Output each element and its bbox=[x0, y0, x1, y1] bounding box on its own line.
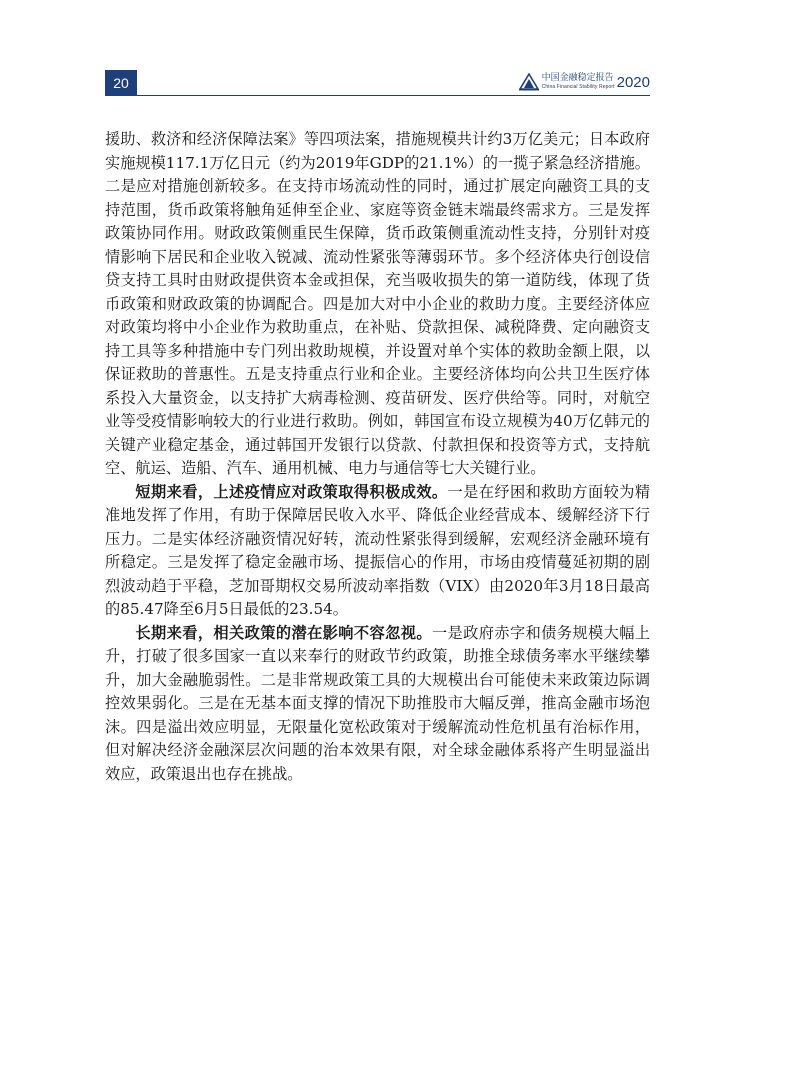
paragraph-3-lead: 长期来看，相关政策的潜在影响不容忽视。 bbox=[135, 623, 432, 642]
paragraph-2 bbox=[105, 481, 650, 622]
report-year: 2020 bbox=[616, 73, 650, 91]
report-brand bbox=[519, 71, 650, 93]
pbc-logo-icon bbox=[519, 73, 539, 91]
brand-text bbox=[542, 74, 615, 90]
body-text bbox=[105, 128, 650, 786]
page-header bbox=[105, 70, 650, 96]
paragraph-3-text: 一是政府赤字和债务规模大幅上升，打破了很多国家一直以来奉行的财政节约政策，助推全球债务率水平继续攀升，加大金融脆弱性。二是非常规政策工具的大规模出台可能使未来政策边际调控效果弱化。三是在无基本面支撑的情况下助推股市大幅反弹，推高金融市场泡沫。四是溢出效应明显，无限量化宽松政策对于缓解流动性危机虽有治标作用，但对解决经济金融深层次问题的治本效果有限，对全球金融体系将产生明显溢出效应，政策退出也存在挑战。 bbox=[105, 623, 651, 783]
paragraph-1-text: 援助、救济和经济保障法案》等四项法案，措施规模共计约3万亿美元；日本政府实施规模117.1万亿日元（约为2019年GDP的21.1%）的一揽子紧急经济措施。二是应对措施创新较多。在支持市场流动性的同时，通过扩展定向融资工具的支持范围，货币政策将触角延伸至企业、家庭等资金链末端最终需求方。三是发挥政策协同作用。财政政策侧重民生保障，货币政策侧重流动性支持，分别针对疫情影响下居民和企业收入锐减、流动性紧张等薄弱环节。多个经济体央行创设信贷支持工具时由财政提供资本金或担保，充当吸收损失的第一道防线，体现了货币政策和财政政策的协调配合。四是加大对中小企业的救助力度。主要经济体应对政策均将中小企业作为救助重点，在补贴、贷款担保、减税降费、定向融资支持工具等多种措施中专门列出救助规模，并设置对单个实体的救助金额上限，以保证救助的普惠性。五是支持重点行业和企业。主要经济体均向公共卫生医疗体系投入大量资金，以支持扩大病毒检测、疫苗研发、医疗供给等。同时，对航空业等受疫情影响较大的行业进行救助。例如，韩国宣布设立规模为40万亿韩元的关键产业稳定基金，通过韩国开发银行以贷款、付款担保和投资等方式，支持航空、航运、造船、汽车、通用机械、电力与通信等七大关键行业。 bbox=[105, 130, 650, 477]
paragraph-1 bbox=[105, 128, 650, 481]
header-rule bbox=[137, 95, 650, 96]
page-number: 20 bbox=[105, 70, 137, 96]
paragraph-2-text: 一是在纾困和救助方面较为精准地发挥了作用，有助于保障居民收入水平、降低企业经营成本、缓解经济下行压力。二是实体经济融资情况好转，流动性紧张得到缓解，宏观经济金融环境有所稳定。三是发挥了稳定金融市场、提振信心的作用，市场由疫情蔓延初期的剧烈波动趋于平稳，芝加哥期权交易所波动率指数（VIX）由2020年3月18日最高的85.47降至6月5日最低的23.54。 bbox=[105, 482, 651, 618]
report-title-cn: 中国金融稳定报告 bbox=[541, 73, 614, 83]
paragraph-3 bbox=[105, 622, 650, 787]
report-title-en: China Financial Stability Report bbox=[541, 84, 615, 90]
paragraph-2-lead: 短期来看，上述疫情应对政策取得积极成效。 bbox=[135, 482, 448, 501]
